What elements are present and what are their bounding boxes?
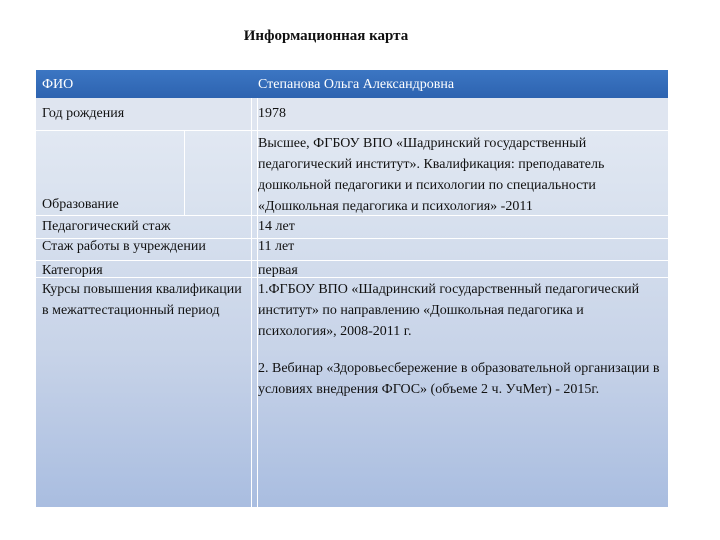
column-divider: [251, 98, 258, 507]
table-row-institution-experience: [36, 236, 668, 257]
education-value: Высшее, ФГБОУ ВПО «Шадринский государственный педагогический институт». Квалификация: преподаватель дошкольной педагогики и психологии по специальности «Дошкольная педагогика и психология» -2011: [258, 136, 605, 214]
table-row-fio: [36, 70, 668, 98]
fio-label: ФИО: [42, 77, 74, 92]
courses-label: Курсы повышения квалификации в межаттестационный период: [42, 282, 242, 318]
birth-year-value: 1978: [258, 106, 286, 121]
table-row-teaching-experience: [36, 216, 668, 237]
teaching-experience-label: Педагогический стаж: [42, 219, 171, 234]
table-row-courses: [36, 279, 668, 507]
institution-experience-value: 11 лет: [258, 239, 295, 254]
course-item-2: 2. Вебинар «Здоровьесбережение в образовательной организации в условиях внедрения ФГОС» (объеме 2 ч. УчМет) - 2015г.: [258, 361, 660, 397]
institution-experience-label: Стаж работы в учреждении: [42, 239, 206, 254]
course-item-1: 1.ФГБОУ ВПО «Шадринский государственный педагогический институт» по направлению «Дошкольная педагогика и психология», 2008-2011 г.: [258, 282, 640, 339]
row-divider: [36, 277, 668, 278]
info-card-table: [36, 70, 668, 507]
education-label: Образование: [42, 197, 119, 212]
page-title: Информационная карта: [243, 28, 409, 44]
fio-value: Степанова Ольга Александровна: [258, 77, 455, 92]
birth-year-label: Год рождения: [42, 106, 125, 121]
category-label: Категория: [42, 263, 103, 278]
category-value: первая: [258, 263, 298, 278]
table-row-education: [36, 131, 668, 215]
column-divider-short: [184, 131, 185, 215]
table-row-birth-year: [36, 98, 668, 130]
teaching-experience-value: 14 лет: [258, 219, 295, 234]
courses-value: [258, 279, 662, 400]
